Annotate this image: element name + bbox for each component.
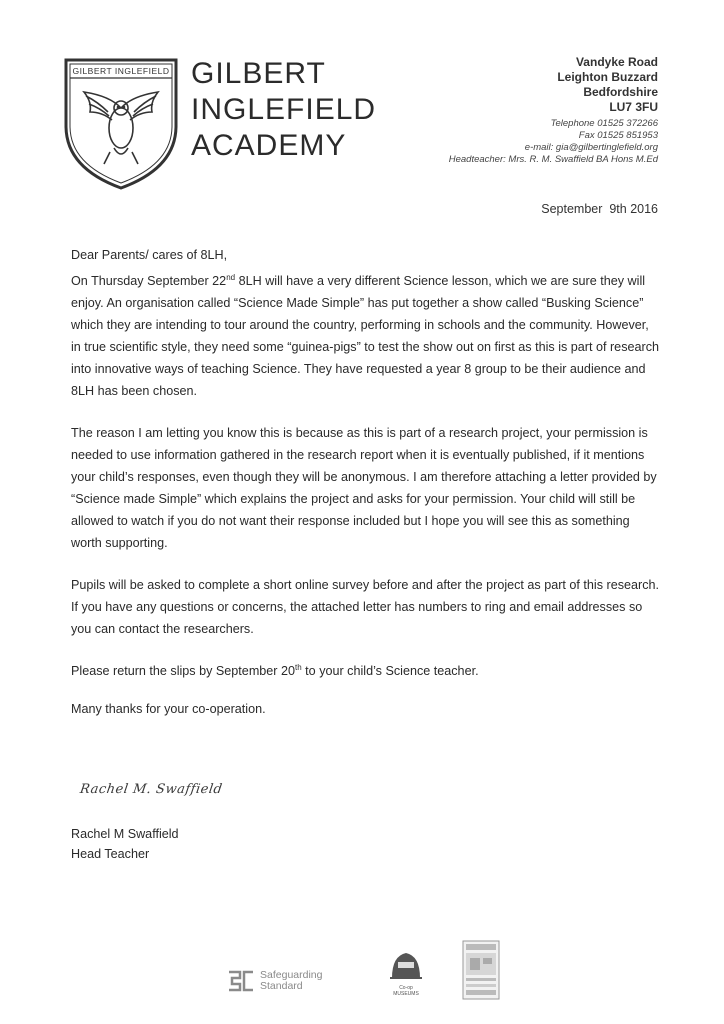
signer-block: [71, 824, 179, 864]
ordinal-suffix: nd: [226, 272, 236, 282]
school-crest-icon: [62, 56, 180, 192]
fax: Fax 01525 851953: [578, 130, 658, 141]
ordinal-suffix: th: [295, 662, 302, 672]
address-line: LU7 3FU: [609, 100, 658, 114]
letter-body: [71, 244, 661, 720]
school-name-line: ACADEMY: [191, 129, 347, 162]
paragraph-text: 8LH will have a very different Science lesson, which we are sure they will enjoy. An organisation called “Science Made Simple” has put together a show called “Busking Science” which they are intending to tour around the country, performing in schools and the community. However, in true scientific style, they need some “guinea-pigs” to test the show out on first as this is part of research into innovative ways of teaching Science. They have requested a year 8 group to be their audience and 8LH has been chosen.: [71, 274, 659, 398]
safeguarding-line: Safeguarding: [260, 969, 323, 981]
address-line: Leighton Buzzard: [557, 70, 658, 84]
telephone: Telephone 01525 372266: [550, 118, 658, 129]
contact-details: [449, 118, 658, 166]
paragraph-3: Pupils will be asked to complete a short online survey before and after the project as part of this research. If you have any questions or concerns, the attached letter has numbers to ring and email addresses so you can contact the researchers.: [71, 578, 660, 636]
salutation: Dear Parents/ cares of 8LH,: [71, 248, 228, 262]
crest-label: GILBERT INGLEFIELD: [72, 66, 170, 76]
seal-caption: MUSEUMS: [393, 991, 419, 997]
paragraph-4: [71, 660, 661, 682]
signer-title: Head Teacher: [71, 847, 150, 861]
letter-date: September 9th 2016: [541, 202, 658, 216]
school-name-line: INGLEFIELD: [191, 93, 377, 126]
paragraph-text: to your child’s Science teacher.: [301, 664, 479, 678]
school-name: [191, 56, 376, 164]
safeguarding-text: [260, 970, 322, 992]
signer-name: Rachel M Swaffield: [71, 827, 179, 841]
address-line: Vandyke Road: [575, 55, 658, 69]
seal-caption: Co-op: [399, 985, 413, 991]
school-name-line: GILBERT: [191, 57, 326, 90]
safeguarding-logo: [226, 963, 346, 999]
paragraph-1: [71, 270, 661, 402]
seal-icon: [388, 950, 424, 980]
paragraph-2: The reason I am letting you know this is because as this is part of a research project, your permission is needed to use information gathered in the research report when it is eventually published, if it mentions your child’s responses, even though they will be anonymous. I am therefore attaching a letter provided by “Science made Simple” which explains the project and asks for your permission. Your child will still be allowed to watch if you do not want their response included but I hope you will see this as something worth supporting.: [71, 426, 657, 550]
address-line: Bedfordshire: [583, 85, 658, 99]
paragraph-text: On Thursday September 22: [71, 274, 227, 288]
handwritten-signature: Rachel M. Swaffield: [78, 782, 224, 797]
paragraph-text: Please return the slips by September 20: [71, 664, 296, 678]
safeguarding-line: Standard: [260, 980, 303, 992]
headteacher-line: Headteacher: Mrs. R. M. Swaffield BA Hons M.Ed: [448, 154, 658, 165]
safeguarding-mark-icon: [226, 968, 256, 994]
school-address: [557, 55, 658, 115]
closing: Many thanks for your co-operation.: [71, 702, 266, 716]
quality-mark-icon: [462, 940, 500, 1000]
email: e-mail: gia@gilbertinglefield.org: [524, 142, 658, 153]
coop-seal: [376, 950, 436, 1002]
